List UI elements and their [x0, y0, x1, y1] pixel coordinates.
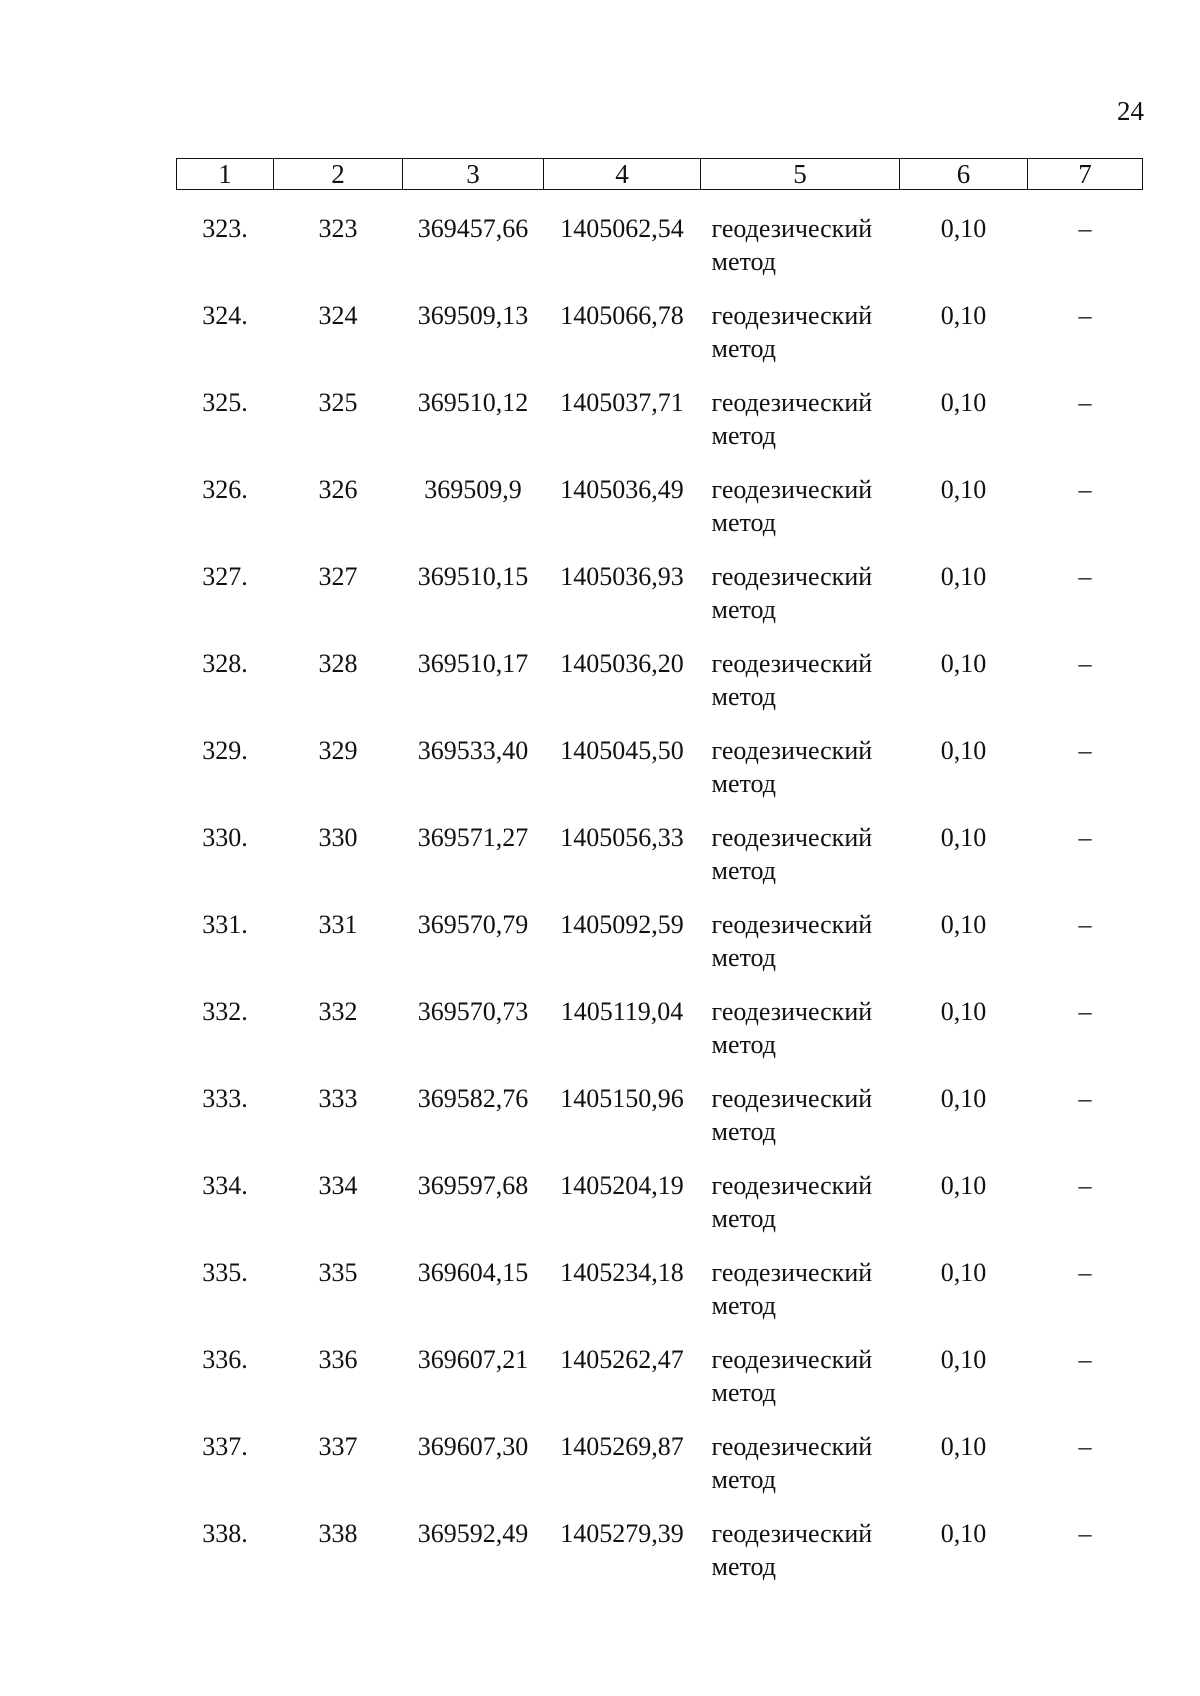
note-cell: – [1078, 1171, 1092, 1200]
accuracy-cell: 0,10 [940, 1171, 987, 1200]
method-cell [701, 299, 900, 386]
coordinate-x-cell: 369457,66 [417, 214, 529, 243]
method-line-2: метод [711, 421, 776, 450]
coordinates-table-wrapper [176, 158, 1142, 1604]
table-row [177, 1343, 1143, 1430]
coordinate-x-cell: 369510,15 [417, 562, 529, 591]
method-cell [701, 734, 900, 821]
table-row [177, 647, 1143, 734]
table-row [177, 1430, 1143, 1517]
coordinate-y-cell: 1405062,54 [560, 214, 684, 243]
row-number-cell: 329. [202, 736, 248, 765]
row-number-cell: 324. [202, 301, 248, 330]
method-cell [701, 1256, 900, 1343]
method-cell [701, 190, 900, 300]
method-line-1: геодезический [711, 301, 873, 330]
method-cell [701, 560, 900, 647]
coordinate-y-cell: 1405204,19 [560, 1171, 684, 1200]
coordinate-x-cell: 369607,21 [417, 1345, 529, 1374]
point-id-cell: 333 [318, 1084, 358, 1113]
method-line-2: метод [711, 508, 776, 537]
note-cell: – [1078, 823, 1092, 852]
coordinate-y-cell: 1405045,50 [560, 736, 684, 765]
row-number-cell: 333. [202, 1084, 248, 1113]
coordinate-x-cell: 369509,13 [417, 301, 529, 330]
method-line-1: геодезический [711, 997, 873, 1026]
coordinate-x-cell: 369570,73 [417, 997, 529, 1026]
method-line-2: метод [711, 943, 776, 972]
coordinate-x-cell: 369592,49 [417, 1519, 529, 1548]
column-header-1: 1 [177, 159, 274, 190]
note-cell: – [1078, 1258, 1092, 1287]
method-line-2: метод [711, 595, 776, 624]
method-line-1: геодезический [711, 649, 873, 678]
accuracy-cell: 0,10 [940, 562, 987, 591]
coordinate-y-cell: 1405269,87 [560, 1432, 684, 1461]
coordinate-x-cell: 369582,76 [417, 1084, 529, 1113]
row-number-cell: 325. [202, 388, 248, 417]
method-line-1: геодезический [711, 736, 873, 765]
point-id-cell: 324 [318, 301, 358, 330]
table-row [177, 1169, 1143, 1256]
note-cell: – [1078, 1084, 1092, 1113]
coordinate-y-cell: 1405119,04 [560, 997, 684, 1026]
accuracy-cell: 0,10 [940, 475, 987, 504]
point-id-cell: 334 [318, 1171, 358, 1200]
method-line-1: геодезический [711, 1084, 873, 1113]
accuracy-cell: 0,10 [940, 1432, 987, 1461]
note-cell: – [1078, 997, 1092, 1026]
coordinate-x-cell: 369533,40 [417, 736, 529, 765]
method-cell [701, 1169, 900, 1256]
coordinate-x-cell: 369510,17 [417, 649, 529, 678]
point-id-cell: 331 [318, 910, 358, 939]
point-id-cell: 327 [318, 562, 358, 591]
note-cell: – [1078, 649, 1092, 678]
row-number-cell: 336. [202, 1345, 248, 1374]
table-row [177, 560, 1143, 647]
point-id-cell: 328 [318, 649, 358, 678]
method-line-1: геодезический [711, 562, 873, 591]
column-header-7: 7 [1028, 159, 1143, 190]
note-cell: – [1078, 388, 1092, 417]
point-id-cell: 326 [318, 475, 358, 504]
coordinate-x-cell: 369571,27 [417, 823, 529, 852]
note-cell: – [1078, 1345, 1092, 1374]
coordinate-y-cell: 1405036,20 [560, 649, 684, 678]
method-cell [701, 386, 900, 473]
coordinate-y-cell: 1405234,18 [560, 1258, 684, 1287]
point-id-cell: 325 [318, 388, 358, 417]
table-row [177, 299, 1143, 386]
point-id-cell: 337 [318, 1432, 358, 1461]
row-number-cell: 332. [202, 997, 248, 1026]
accuracy-cell: 0,10 [940, 1084, 987, 1113]
method-line-2: метод [711, 1204, 776, 1233]
table-row [177, 821, 1143, 908]
point-id-cell: 330 [318, 823, 358, 852]
table-row [177, 908, 1143, 995]
note-cell: – [1078, 1519, 1092, 1548]
note-cell: – [1078, 736, 1092, 765]
point-id-cell: 338 [318, 1519, 358, 1548]
coordinate-y-cell: 1405066,78 [560, 301, 684, 330]
point-id-cell: 329 [318, 736, 358, 765]
coordinate-x-cell: 369604,15 [417, 1258, 529, 1287]
method-line-1: геодезический [711, 1258, 873, 1287]
method-cell [701, 473, 900, 560]
column-header-5: 5 [701, 159, 900, 190]
method-line-2: метод [711, 856, 776, 885]
accuracy-cell: 0,10 [940, 649, 987, 678]
method-line-1: геодезический [711, 910, 873, 939]
row-number-cell: 326. [202, 475, 248, 504]
point-id-cell: 323 [318, 214, 358, 243]
note-cell: – [1078, 301, 1092, 330]
coordinate-x-cell: 369597,68 [417, 1171, 529, 1200]
row-number-cell: 338. [202, 1519, 248, 1548]
note-cell: – [1078, 214, 1092, 243]
method-line-1: геодезический [711, 475, 873, 504]
table-row [177, 1517, 1143, 1604]
table-row [177, 1082, 1143, 1169]
coordinate-y-cell: 1405036,93 [560, 562, 684, 591]
method-line-2: метод [711, 682, 776, 711]
accuracy-cell: 0,10 [940, 1519, 987, 1548]
coordinate-y-cell: 1405092,59 [560, 910, 684, 939]
coordinate-x-cell: 369607,30 [417, 1432, 529, 1461]
coordinate-y-cell: 1405036,49 [560, 475, 684, 504]
accuracy-cell: 0,10 [940, 910, 987, 939]
row-number-cell: 327. [202, 562, 248, 591]
note-cell: – [1078, 562, 1092, 591]
method-line-2: метод [711, 334, 776, 363]
row-number-cell: 330. [202, 823, 248, 852]
coordinate-y-cell: 1405056,33 [560, 823, 684, 852]
table-row [177, 734, 1143, 821]
coordinate-x-cell: 369510,12 [417, 388, 529, 417]
method-line-1: геодезический [711, 1345, 873, 1374]
coordinate-y-cell: 1405279,39 [560, 1519, 684, 1548]
method-cell [701, 908, 900, 995]
method-line-1: геодезический [711, 214, 873, 243]
coordinate-y-cell: 1405150,96 [560, 1084, 684, 1113]
method-cell [701, 1343, 900, 1430]
point-id-cell: 332 [318, 997, 358, 1026]
method-line-1: геодезический [711, 823, 873, 852]
method-cell [701, 995, 900, 1082]
accuracy-cell: 0,10 [940, 997, 987, 1026]
method-line-2: метод [711, 1465, 776, 1494]
method-line-2: метод [711, 247, 776, 276]
row-number-cell: 323. [202, 214, 248, 243]
row-number-cell: 337. [202, 1432, 248, 1461]
method-line-2: метод [711, 1117, 776, 1146]
accuracy-cell: 0,10 [940, 214, 987, 243]
accuracy-cell: 0,10 [940, 736, 987, 765]
accuracy-cell: 0,10 [940, 1258, 987, 1287]
table-header [177, 159, 1143, 190]
method-line-2: метод [711, 1291, 776, 1320]
note-cell: – [1078, 1432, 1092, 1461]
coordinate-x-cell: 369570,79 [417, 910, 529, 939]
method-line-1: геодезический [711, 1519, 873, 1548]
method-line-2: метод [711, 1030, 776, 1059]
method-line-1: геодезический [711, 1432, 873, 1461]
method-cell [701, 1517, 900, 1604]
point-id-cell: 335 [318, 1258, 358, 1287]
coordinate-y-cell: 1405262,47 [560, 1345, 684, 1374]
method-cell [701, 1430, 900, 1517]
method-line-1: геодезический [711, 388, 873, 417]
table-row [177, 1256, 1143, 1343]
row-number-cell: 334. [202, 1171, 248, 1200]
row-number-cell: 331. [202, 910, 248, 939]
table-row [177, 473, 1143, 560]
column-header-6: 6 [900, 159, 1028, 190]
method-cell [701, 1082, 900, 1169]
header-row [177, 159, 1143, 190]
point-id-cell: 336 [318, 1345, 358, 1374]
table-row [177, 190, 1143, 300]
note-cell: – [1078, 475, 1092, 504]
coordinate-y-cell: 1405037,71 [560, 388, 684, 417]
method-cell [701, 647, 900, 734]
table-row [177, 995, 1143, 1082]
page-number: 24 [1117, 96, 1144, 126]
accuracy-cell: 0,10 [940, 1345, 987, 1374]
column-header-2: 2 [274, 159, 403, 190]
row-number-cell: 328. [202, 649, 248, 678]
table-body [177, 190, 1143, 1605]
method-line-1: геодезический [711, 1171, 873, 1200]
table-row [177, 386, 1143, 473]
note-cell: – [1078, 910, 1092, 939]
method-line-2: метод [711, 769, 776, 798]
row-number-cell: 335. [202, 1258, 248, 1287]
method-cell [701, 821, 900, 908]
method-line-2: метод [711, 1378, 776, 1407]
accuracy-cell: 0,10 [940, 301, 987, 330]
coordinates-table [176, 158, 1143, 1604]
coordinate-x-cell: 369509,9 [424, 475, 522, 504]
accuracy-cell: 0,10 [940, 823, 987, 852]
column-header-4: 4 [544, 159, 701, 190]
column-header-3: 3 [403, 159, 544, 190]
accuracy-cell: 0,10 [940, 388, 987, 417]
method-line-2: метод [711, 1552, 776, 1581]
